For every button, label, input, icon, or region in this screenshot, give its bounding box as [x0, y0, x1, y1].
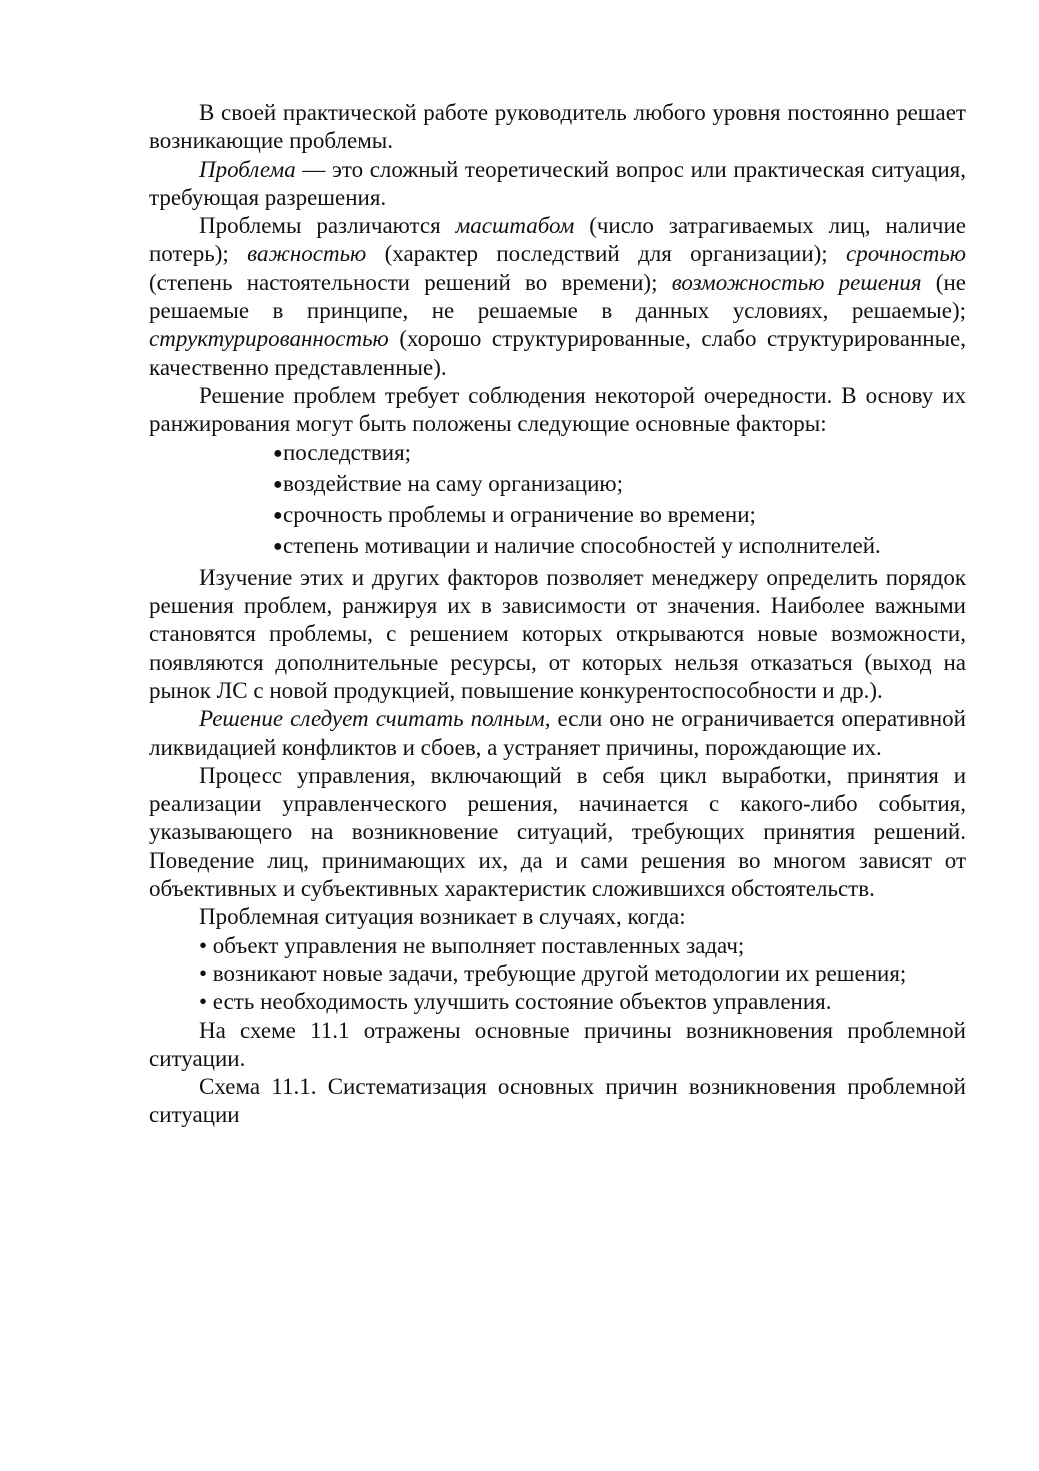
list-item — [273, 501, 966, 532]
text-span: (степень настоятельности решений во времени); — [149, 269, 672, 295]
term-problem: Проблема — [199, 156, 296, 182]
bullet-icon: ● — [273, 475, 283, 493]
definition-text: — это сложный теоретический вопрос или практическая ситуация, требующая разрешения. — [149, 156, 966, 210]
list-item-text: воздействие на саму организацию; — [283, 470, 623, 496]
bullet-icon: ● — [273, 507, 283, 525]
paragraph-scheme-reference: На схеме 11.1 отражены основные причины возникновения проблемной ситуации. — [149, 1017, 966, 1071]
paragraph-intro: В своей практической работе руководитель любого уровня постоянно решает возникающие проблемы. — [149, 100, 966, 154]
paragraph-factors-study: Изучение этих и других факторов позволяет менеджеру определить порядок решения проблем, ранжируя их в зависимости от значения. Наиболее важными становятся проблемы, с решением которых открываются новые возможности, появляются дополнительные ресурсы, от которых нельзя отказаться (выход на рынок ЛС с новой продукцией, повышение конкурентоспособности и др.). — [149, 564, 966, 703]
list-item-text: степень мотивации и наличие способностей у исполнителей. — [283, 533, 881, 559]
paragraph-problem-types — [149, 212, 966, 382]
text-span: (хорошо структурированные, слабо структурированные, качественно представленные). — [149, 326, 966, 380]
bullet-icon: ● — [273, 538, 283, 556]
term-importance: важностью — [247, 241, 367, 267]
list-item — [273, 532, 966, 563]
text-span: (число затрагиваемых лиц, наличие потерь); — [149, 213, 966, 267]
paragraph-problem-definition — [149, 156, 966, 213]
list-item — [273, 470, 966, 501]
factors-list — [149, 439, 966, 564]
paragraph-ranking: Решение проблем требует соблюдения некоторой очередности. В основу их ранжирования могут быть положены следующие основные факторы: — [149, 382, 966, 437]
term-scale: масштабом — [455, 213, 575, 239]
list-item: • возникают новые задачи, требующие другой методологии их решения; — [199, 960, 907, 986]
list-item — [273, 439, 966, 470]
paragraph-management-process: Процесс управления, включающий в себя цикл выработки, принятия и реализации управленческого решения, начинается с какого-либо события, указывающего на возникновение ситуаций, требующих принятия решений. Поведение лиц, принимающих их, да и сами решения во многом зависят от объективных и субъективных характеристик сложившихся обстоятельств. — [149, 762, 966, 902]
list-item: • объект управления не выполняет поставленных задач; — [199, 932, 745, 958]
cases-list — [149, 932, 966, 1017]
text-span: (характер последствий для организации); — [366, 241, 846, 267]
bullet-icon: ● — [273, 444, 283, 462]
text-span: (не решаемые в принципе, не решаемые в данных условиях, решаемые); — [149, 269, 966, 324]
text-span: если оно не ограничивается оперативной ликвидацией конфликтов и сбоев, а устраняет причины, порождающие их. — [149, 706, 966, 760]
document-page — [149, 99, 966, 1130]
list-item-text: срочность проблемы и ограничение во времени; — [283, 502, 756, 528]
term-urgency: срочностью — [846, 241, 966, 267]
list-item-text: последствия; — [283, 439, 412, 465]
term-solvability: возможностью решения — [671, 269, 922, 295]
text-span: Проблемы различаются — [199, 213, 456, 239]
term-complete-solution: Решение следует считать полным, — [199, 706, 551, 732]
term-structuredness: структурированностью — [149, 326, 389, 352]
list-item: • есть необходимость улучшить состояние объектов управления. — [199, 989, 832, 1015]
paragraph-problem-situation: Проблемная ситуация возникает в случаях, когда: — [199, 904, 686, 930]
paragraph-complete-solution — [149, 705, 966, 762]
figure-caption: Схема 11.1. Систематизация основных причин возникновения проблемной ситуации — [149, 1074, 966, 1128]
